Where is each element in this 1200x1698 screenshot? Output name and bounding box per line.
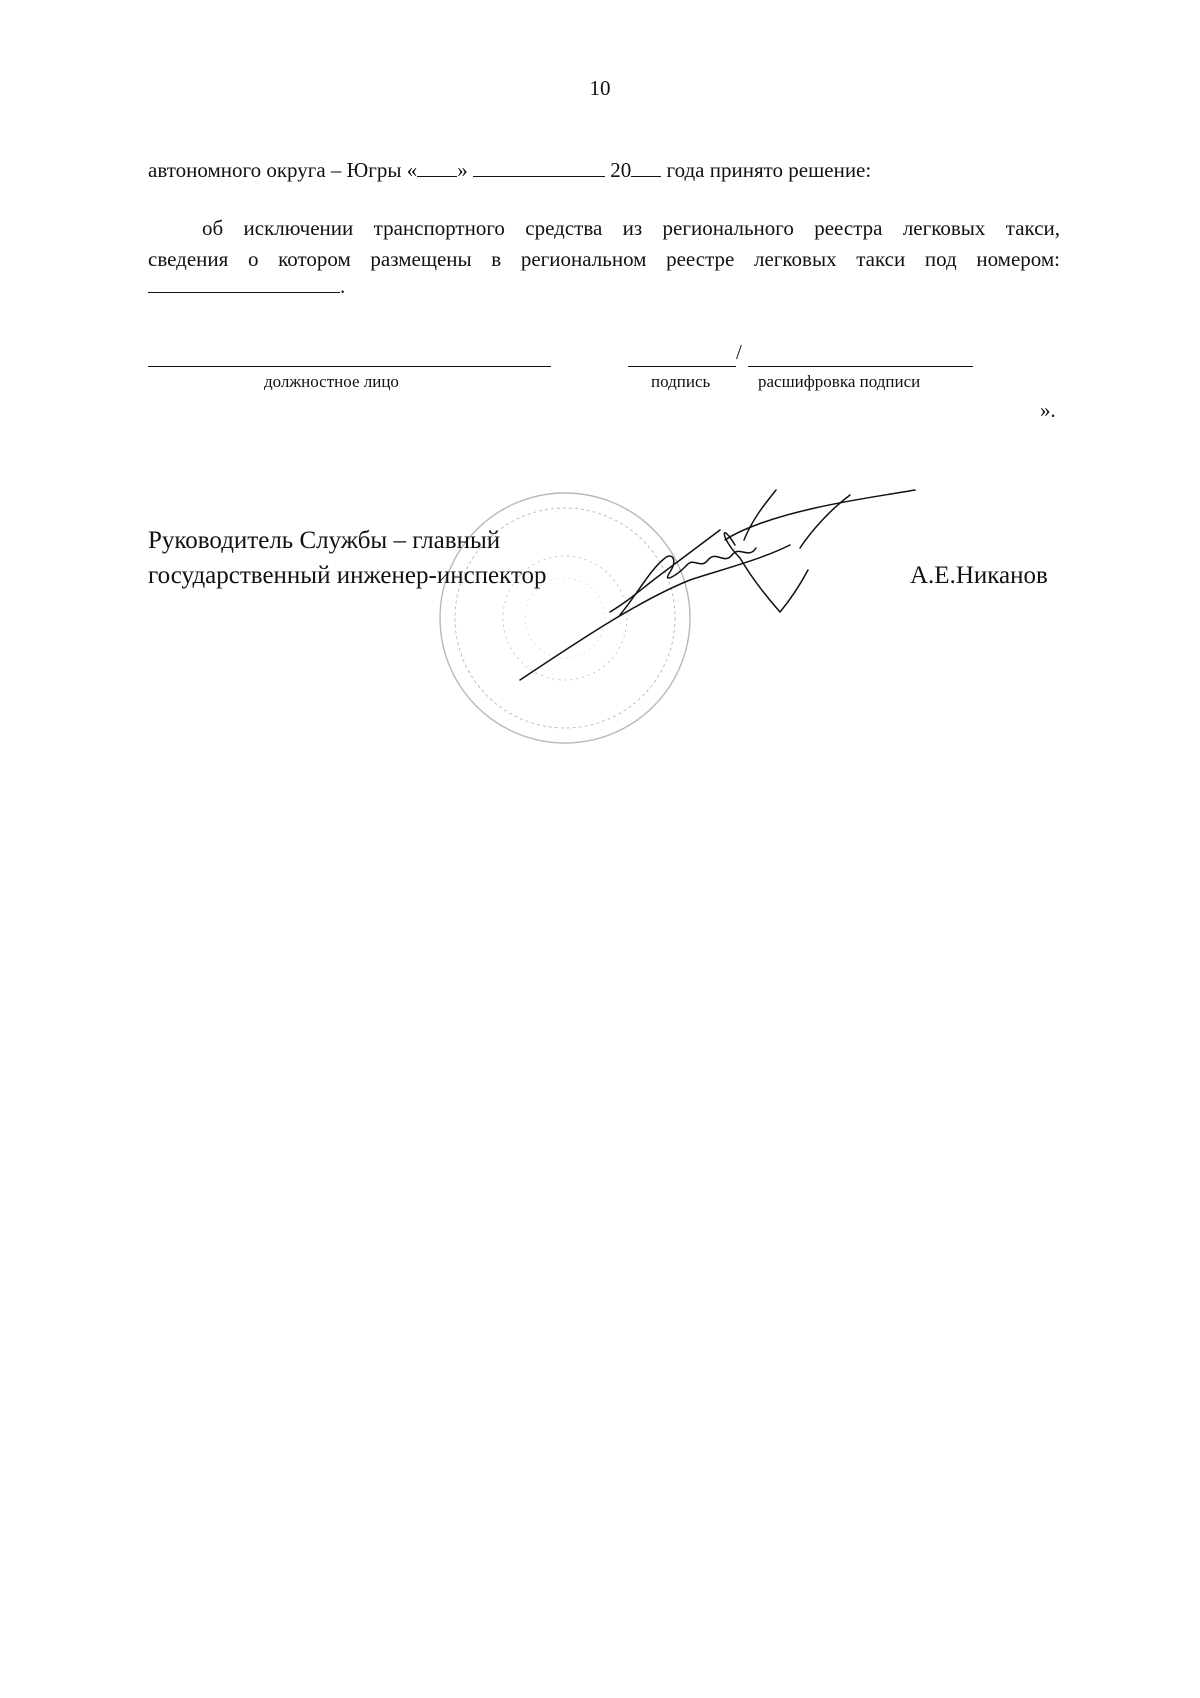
signature-caption: подпись: [651, 372, 711, 391]
signer-name: А.Е.Никанов: [910, 562, 1048, 589]
official-caption: должностное лицо: [264, 372, 399, 391]
decision-line-mid: »: [457, 158, 473, 182]
decoding-caption: расшифровка подписи: [758, 372, 921, 391]
registry-number-end: .: [340, 274, 346, 298]
decision-line-year: 20: [605, 158, 632, 182]
signer-position-line-1: Руководитель Службы – главный: [148, 527, 501, 554]
signer-position-line-2: государственный инженер-инспектор: [148, 562, 547, 589]
decision-paragraph-line-2: сведения о котором размещены в региональном реестре легковых такси под номером:: [148, 247, 1060, 271]
handwritten-signature: [520, 490, 915, 680]
page-number: 10: [589, 76, 611, 100]
closing-quote: ».: [1040, 398, 1056, 422]
decision-line-suffix: года принято решение:: [661, 158, 872, 182]
decision-paragraph-line-1: об исключении транспортного средства из регионального реестра легковых такси,: [202, 216, 1060, 240]
signature-separator: /: [736, 340, 742, 364]
decision-line-prefix: автономного округа – Югры «: [148, 158, 418, 182]
